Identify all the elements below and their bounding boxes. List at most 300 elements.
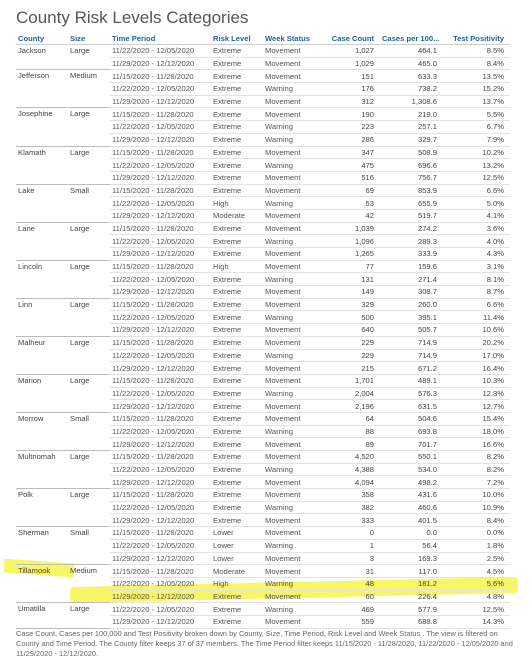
case-count-cell: 69 (325, 184, 380, 197)
time-period-cell: 11/29/2020 - 12/12/2020 (110, 400, 211, 413)
test-positivity-cell: 4.0% (443, 235, 510, 248)
case-count-cell: 2,004 (325, 387, 380, 400)
county-cell: Marion (16, 374, 68, 412)
week-status-cell: Movement (263, 412, 325, 425)
time-period-cell: 11/22/2020 - 12/05/2020 (110, 159, 211, 172)
risk-level-cell: Extreme (211, 171, 263, 184)
county-cell: Jackson (16, 45, 68, 70)
table-row (16, 222, 510, 235)
test-positivity-cell: 12.5% (443, 171, 510, 184)
case-count-cell: 312 (325, 95, 380, 108)
risk-level-cell: Extreme (211, 438, 263, 451)
cases-per-100k-cell: 534.0 (380, 463, 443, 476)
test-positivity-cell: 1.8% (443, 539, 510, 552)
county-cell: Josephine (16, 108, 68, 146)
risk-level-cell: Extreme (211, 298, 263, 311)
cases-per-100k-cell: 714.9 (380, 349, 443, 362)
cases-per-100k-cell: 489.1 (380, 374, 443, 387)
week-status-cell: Movement (263, 209, 325, 222)
test-positivity-cell: 16.6% (443, 438, 510, 451)
risk-level-cell: Extreme (211, 248, 263, 261)
case-count-cell: 500 (325, 311, 380, 324)
test-positivity-cell: 17.0% (443, 349, 510, 362)
test-positivity-cell: 15.2% (443, 83, 510, 96)
county-cell: Multnomah (16, 451, 68, 489)
column-header[interactable]: Risk Level (211, 32, 263, 45)
risk-level-cell: Extreme (211, 362, 263, 375)
week-status-cell: Movement (263, 476, 325, 489)
time-period-cell: 11/15/2020 - 11/28/2020 (110, 565, 211, 578)
cases-per-100k-cell: 853.9 (380, 184, 443, 197)
week-status-cell: Warning (263, 387, 325, 400)
time-period-cell: 11/29/2020 - 12/12/2020 (110, 286, 211, 299)
time-period-cell: 11/29/2020 - 12/12/2020 (110, 590, 211, 603)
risk-level-cell: Lower (211, 552, 263, 565)
week-status-cell: Movement (263, 565, 325, 578)
case-count-cell: 0 (325, 527, 380, 540)
risk-level-cell: Extreme (211, 425, 263, 438)
cases-per-100k-cell: 696.6 (380, 159, 443, 172)
week-status-cell: Movement (263, 374, 325, 387)
size-cell: Large (68, 603, 110, 628)
cases-per-100k-cell: 576.3 (380, 387, 443, 400)
risk-level-cell: Extreme (211, 451, 263, 464)
week-status-cell: Movement (263, 590, 325, 603)
test-positivity-cell: 14.3% (443, 615, 510, 628)
risk-level-cell: Extreme (211, 70, 263, 83)
cases-per-100k-cell: 465.0 (380, 57, 443, 70)
case-count-cell: 1,096 (325, 235, 380, 248)
time-period-cell: 11/29/2020 - 12/12/2020 (110, 133, 211, 146)
test-positivity-cell: 13.2% (443, 159, 510, 172)
week-status-cell: Movement (263, 222, 325, 235)
column-header[interactable]: Size (68, 32, 110, 45)
cases-per-100k-cell: 159.6 (380, 260, 443, 273)
cases-per-100k-cell: 271.4 (380, 273, 443, 286)
test-positivity-cell: 8.4% (443, 57, 510, 70)
size-cell: Large (68, 222, 110, 260)
cases-per-100k-cell: 431.6 (380, 489, 443, 502)
case-count-cell: 223 (325, 121, 380, 134)
week-status-cell: Warning (263, 133, 325, 146)
week-status-cell: Movement (263, 298, 325, 311)
cases-per-100k-cell: 329.7 (380, 133, 443, 146)
time-period-cell: 11/29/2020 - 12/12/2020 (110, 95, 211, 108)
week-status-cell: Warning (263, 83, 325, 96)
risk-level-cell: Extreme (211, 273, 263, 286)
week-status-cell: Movement (263, 400, 325, 413)
county-cell: Tillamook (16, 565, 68, 603)
time-period-cell: 11/15/2020 - 11/28/2020 (110, 374, 211, 387)
time-period-cell: 11/22/2020 - 12/05/2020 (110, 197, 211, 210)
county-cell: Lincoln (16, 260, 68, 298)
week-status-cell: Movement (263, 57, 325, 70)
time-period-cell: 11/29/2020 - 12/12/2020 (110, 248, 211, 261)
cases-per-100k-cell: 117.0 (380, 565, 443, 578)
case-count-cell: 286 (325, 133, 380, 146)
time-period-cell: 11/15/2020 - 11/28/2020 (110, 146, 211, 159)
table-row (16, 527, 510, 540)
county-cell: Morrow (16, 412, 68, 450)
cases-per-100k-cell: 333.9 (380, 248, 443, 261)
week-status-cell: Warning (263, 273, 325, 286)
test-positivity-cell: 12.7% (443, 400, 510, 413)
table-header-row (16, 32, 510, 45)
week-status-cell: Warning (263, 159, 325, 172)
cases-per-100k-cell: 671.2 (380, 362, 443, 375)
test-positivity-cell: 6.6% (443, 298, 510, 311)
case-count-cell: 176 (325, 83, 380, 96)
cases-per-100k-cell: 633.3 (380, 70, 443, 83)
table-row (16, 298, 510, 311)
risk-level-cell: Extreme (211, 45, 263, 58)
cases-per-100k-cell: 693.8 (380, 425, 443, 438)
case-count-cell: 60 (325, 590, 380, 603)
column-header[interactable]: County (16, 32, 68, 45)
cases-per-100k-cell: 0.0 (380, 527, 443, 540)
week-status-cell: Movement (263, 95, 325, 108)
test-positivity-cell: 20.2% (443, 336, 510, 349)
cases-per-100k-cell: 260.0 (380, 298, 443, 311)
case-count-cell: 516 (325, 171, 380, 184)
week-status-cell: Movement (263, 260, 325, 273)
county-cell: Malheur (16, 336, 68, 374)
county-cell: Klamath (16, 146, 68, 184)
time-period-cell: 11/22/2020 - 12/05/2020 (110, 83, 211, 96)
test-positivity-cell: 5.6% (443, 577, 510, 590)
time-period-cell: 11/22/2020 - 12/05/2020 (110, 539, 211, 552)
county-cell: Linn (16, 298, 68, 336)
risk-level-cell: Extreme (211, 514, 263, 527)
case-count-cell: 77 (325, 260, 380, 273)
column-header[interactable]: Test Positivity (443, 32, 510, 45)
size-cell: Large (68, 108, 110, 146)
case-count-cell: 4,388 (325, 463, 380, 476)
cases-per-100k-cell: 498.2 (380, 476, 443, 489)
test-positivity-cell: 10.6% (443, 324, 510, 337)
risk-level-cell: Extreme (211, 286, 263, 299)
test-positivity-cell: 15.4% (443, 412, 510, 425)
test-positivity-cell: 8.2% (443, 463, 510, 476)
case-count-cell: 31 (325, 565, 380, 578)
table-row (16, 70, 510, 83)
cases-per-100k-cell: 257.1 (380, 121, 443, 134)
county-cell: Umatilla (16, 603, 68, 628)
risk-level-cell: Extreme (211, 412, 263, 425)
risk-level-cell: High (211, 577, 263, 590)
case-count-cell: 1,265 (325, 248, 380, 261)
case-count-cell: 329 (325, 298, 380, 311)
size-cell: Large (68, 336, 110, 374)
case-count-cell: 149 (325, 286, 380, 299)
time-period-cell: 11/22/2020 - 12/05/2020 (110, 463, 211, 476)
test-positivity-cell: 16.4% (443, 362, 510, 375)
size-cell: Large (68, 489, 110, 527)
county-cell: Jefferson (16, 70, 68, 108)
cases-per-100k-cell: 395.1 (380, 311, 443, 324)
case-count-cell: 42 (325, 209, 380, 222)
time-period-cell: 11/15/2020 - 11/28/2020 (110, 336, 211, 349)
test-positivity-cell: 18.0% (443, 425, 510, 438)
week-status-cell: Movement (263, 171, 325, 184)
size-cell: Medium (68, 565, 110, 603)
test-positivity-cell: 8.4% (443, 514, 510, 527)
cases-per-100k-cell: 226.4 (380, 590, 443, 603)
week-status-cell: Warning (263, 197, 325, 210)
week-status-cell: Warning (263, 311, 325, 324)
table-row (16, 565, 510, 578)
risk-level-cell: Extreme (211, 159, 263, 172)
time-period-cell: 11/29/2020 - 12/12/2020 (110, 324, 211, 337)
cases-per-100k-cell: 289.3 (380, 235, 443, 248)
test-positivity-cell: 8.5% (443, 45, 510, 58)
case-count-cell: 190 (325, 108, 380, 121)
risk-level-cell: Extreme (211, 463, 263, 476)
test-positivity-cell: 8.2% (443, 451, 510, 464)
test-positivity-cell: 4.3% (443, 248, 510, 261)
cases-per-100k-cell: 169.3 (380, 552, 443, 565)
case-count-cell: 2,196 (325, 400, 380, 413)
test-positivity-cell: 5.5% (443, 108, 510, 121)
risk-level-cell: Extreme (211, 476, 263, 489)
test-positivity-cell: 0.0% (443, 527, 510, 540)
case-count-cell: 229 (325, 336, 380, 349)
test-positivity-cell: 6.6% (443, 184, 510, 197)
time-period-cell: 11/29/2020 - 12/12/2020 (110, 438, 211, 451)
case-count-cell: 559 (325, 615, 380, 628)
risk-level-cell: Extreme (211, 57, 263, 70)
week-status-cell: Warning (263, 539, 325, 552)
case-count-cell: 88 (325, 425, 380, 438)
column-header[interactable]: Week Status (263, 32, 325, 45)
table-row (16, 603, 510, 616)
cases-per-100k-cell: 508.9 (380, 146, 443, 159)
case-count-cell: 4,094 (325, 476, 380, 489)
time-period-cell: 11/22/2020 - 12/05/2020 (110, 387, 211, 400)
risk-level-cell: Lower (211, 527, 263, 540)
county-cell: Lane (16, 222, 68, 260)
time-period-cell: 11/15/2020 - 11/28/2020 (110, 70, 211, 83)
risk-level-cell: Extreme (211, 349, 263, 362)
time-period-cell: 11/29/2020 - 12/12/2020 (110, 171, 211, 184)
week-status-cell: Warning (263, 121, 325, 134)
cases-per-100k-cell: 460.6 (380, 501, 443, 514)
column-header[interactable]: Cases per 100... (380, 32, 443, 45)
cases-per-100k-cell: 714.9 (380, 336, 443, 349)
case-count-cell: 1,029 (325, 57, 380, 70)
case-count-cell: 53 (325, 197, 380, 210)
test-positivity-cell: 11.4% (443, 311, 510, 324)
column-header[interactable]: Case Count (325, 32, 380, 45)
time-period-cell: 11/29/2020 - 12/12/2020 (110, 476, 211, 489)
time-period-cell: 11/29/2020 - 12/12/2020 (110, 57, 211, 70)
test-positivity-cell: 7.2% (443, 476, 510, 489)
time-period-cell: 11/15/2020 - 11/28/2020 (110, 260, 211, 273)
time-period-cell: 11/22/2020 - 12/05/2020 (110, 425, 211, 438)
cases-per-100k-cell: 738.2 (380, 83, 443, 96)
risk-level-cell: Extreme (211, 95, 263, 108)
cases-per-100k-cell: 308.7 (380, 286, 443, 299)
risk-table (16, 32, 510, 629)
cases-per-100k-cell: 219.0 (380, 108, 443, 121)
risk-level-cell: Extreme (211, 222, 263, 235)
case-count-cell: 347 (325, 146, 380, 159)
week-status-cell: Movement (263, 514, 325, 527)
time-period-cell: 11/15/2020 - 11/28/2020 (110, 298, 211, 311)
cases-per-100k-cell: 655.9 (380, 197, 443, 210)
risk-level-cell: Extreme (211, 146, 263, 159)
risk-level-cell: High (211, 260, 263, 273)
week-status-cell: Movement (263, 70, 325, 83)
cases-per-100k-cell: 701.7 (380, 438, 443, 451)
time-period-cell: 11/29/2020 - 12/12/2020 (110, 615, 211, 628)
time-period-cell: 11/22/2020 - 12/05/2020 (110, 45, 211, 58)
test-positivity-cell: 8.7% (443, 286, 510, 299)
time-period-cell: 11/29/2020 - 12/12/2020 (110, 514, 211, 527)
risk-level-cell: Lower (211, 539, 263, 552)
time-period-cell: 11/29/2020 - 12/12/2020 (110, 209, 211, 222)
test-positivity-cell: 10.3% (443, 374, 510, 387)
week-status-cell: Movement (263, 184, 325, 197)
size-cell: Medium (68, 70, 110, 108)
cases-per-100k-cell: 577.9 (380, 603, 443, 616)
table-row (16, 108, 510, 121)
time-period-cell: 11/22/2020 - 12/05/2020 (110, 311, 211, 324)
week-status-cell: Movement (263, 248, 325, 261)
table-row (16, 260, 510, 273)
time-period-cell: 11/22/2020 - 12/05/2020 (110, 121, 211, 134)
test-positivity-cell: 4.1% (443, 209, 510, 222)
case-count-cell: 1,027 (325, 45, 380, 58)
week-status-cell: Movement (263, 615, 325, 628)
case-count-cell: 469 (325, 603, 380, 616)
risk-level-cell: High (211, 197, 263, 210)
week-status-cell: Movement (263, 451, 325, 464)
cases-per-100k-cell: 631.5 (380, 400, 443, 413)
time-period-cell: 11/22/2020 - 12/05/2020 (110, 501, 211, 514)
case-count-cell: 1,039 (325, 222, 380, 235)
test-positivity-cell: 12.3% (443, 387, 510, 400)
risk-level-cell: Extreme (211, 235, 263, 248)
week-status-cell: Warning (263, 501, 325, 514)
risk-level-cell: Extreme (211, 311, 263, 324)
risk-level-cell: Extreme (211, 121, 263, 134)
week-status-cell: Warning (263, 603, 325, 616)
test-positivity-cell: 7.9% (443, 133, 510, 146)
table-row (16, 146, 510, 159)
test-positivity-cell: 3.6% (443, 222, 510, 235)
case-count-cell: 89 (325, 438, 380, 451)
week-status-cell: Warning (263, 577, 325, 590)
time-period-cell: 11/15/2020 - 11/28/2020 (110, 527, 211, 540)
county-cell: Sherman (16, 527, 68, 565)
time-period-cell: 11/15/2020 - 11/28/2020 (110, 222, 211, 235)
table-row (16, 489, 510, 502)
risk-level-cell: Extreme (211, 108, 263, 121)
week-status-cell: Movement (263, 45, 325, 58)
cases-per-100k-cell: 504.6 (380, 412, 443, 425)
week-status-cell: Warning (263, 425, 325, 438)
time-period-cell: 11/29/2020 - 12/12/2020 (110, 552, 211, 565)
week-status-cell: Warning (263, 463, 325, 476)
time-period-cell: 11/15/2020 - 11/28/2020 (110, 489, 211, 502)
time-period-cell: 11/29/2020 - 12/12/2020 (110, 362, 211, 375)
column-header[interactable]: Time Period (110, 32, 211, 45)
cases-per-100k-cell: 756.7 (380, 171, 443, 184)
size-cell: Large (68, 260, 110, 298)
case-count-cell: 64 (325, 412, 380, 425)
risk-level-cell: Extreme (211, 324, 263, 337)
cases-per-100k-cell: 181.2 (380, 577, 443, 590)
time-period-cell: 11/15/2020 - 11/28/2020 (110, 451, 211, 464)
time-period-cell: 11/15/2020 - 11/28/2020 (110, 108, 211, 121)
table-row (16, 374, 510, 387)
size-cell: Small (68, 184, 110, 222)
test-positivity-cell: 2.5% (443, 552, 510, 565)
risk-level-cell: Extreme (211, 615, 263, 628)
case-count-cell: 3 (325, 552, 380, 565)
cases-per-100k-cell: 274.2 (380, 222, 443, 235)
week-status-cell: Movement (263, 552, 325, 565)
week-status-cell: Movement (263, 489, 325, 502)
case-count-cell: 215 (325, 362, 380, 375)
test-positivity-cell: 4.8% (443, 590, 510, 603)
table-row (16, 184, 510, 197)
table-row (16, 451, 510, 464)
case-count-cell: 131 (325, 273, 380, 286)
case-count-cell: 151 (325, 70, 380, 83)
size-cell: Large (68, 146, 110, 184)
risk-level-cell: Extreme (211, 400, 263, 413)
time-period-cell: 11/22/2020 - 12/05/2020 (110, 349, 211, 362)
test-positivity-cell: 10.9% (443, 501, 510, 514)
week-status-cell: Movement (263, 362, 325, 375)
size-cell: Large (68, 374, 110, 412)
cases-per-100k-cell: 519.7 (380, 209, 443, 222)
table-row (16, 45, 510, 58)
county-cell: Lake (16, 184, 68, 222)
test-positivity-cell: 12.5% (443, 603, 510, 616)
size-cell: Large (68, 45, 110, 70)
week-status-cell: Movement (263, 286, 325, 299)
cases-per-100k-cell: 505.7 (380, 324, 443, 337)
county-cell: Polk (16, 489, 68, 527)
cases-per-100k-cell: 464.1 (380, 45, 443, 58)
table-body (16, 45, 510, 629)
test-positivity-cell: 6.7% (443, 121, 510, 134)
cases-per-100k-cell: 56.4 (380, 539, 443, 552)
risk-level-cell: Extreme (211, 133, 263, 146)
risk-level-cell: Extreme (211, 489, 263, 502)
table-row (16, 336, 510, 349)
time-period-cell: 11/22/2020 - 12/05/2020 (110, 235, 211, 248)
week-status-cell: Movement (263, 336, 325, 349)
week-status-cell: Movement (263, 324, 325, 337)
case-count-cell: 475 (325, 159, 380, 172)
risk-level-cell: Extreme (211, 590, 263, 603)
week-status-cell: Movement (263, 438, 325, 451)
size-cell: Large (68, 451, 110, 489)
time-period-cell: 11/15/2020 - 11/28/2020 (110, 184, 211, 197)
cases-per-100k-cell: 688.8 (380, 615, 443, 628)
risk-level-cell: Extreme (211, 603, 263, 616)
page-title: County Risk Levels Categories (16, 8, 249, 27)
size-cell: Small (68, 412, 110, 450)
time-period-cell: 11/22/2020 - 12/05/2020 (110, 577, 211, 590)
case-count-cell: 4,520 (325, 451, 380, 464)
test-positivity-cell: 10.0% (443, 489, 510, 502)
table-caption: Case Count, Cases per 100,000 and Test Positivity broken down by County, Size, Time Period, Risk Level and Week Status . The view is filtered on County and Time Period. The County filter keeps 37 of 37 members. The Time Period filter keeps 11/15/2020 - 11/28/2020, 11/22/2020 - 12/05/2020 and 11/29/2020 - 12/12/2020. (16, 629, 513, 658)
